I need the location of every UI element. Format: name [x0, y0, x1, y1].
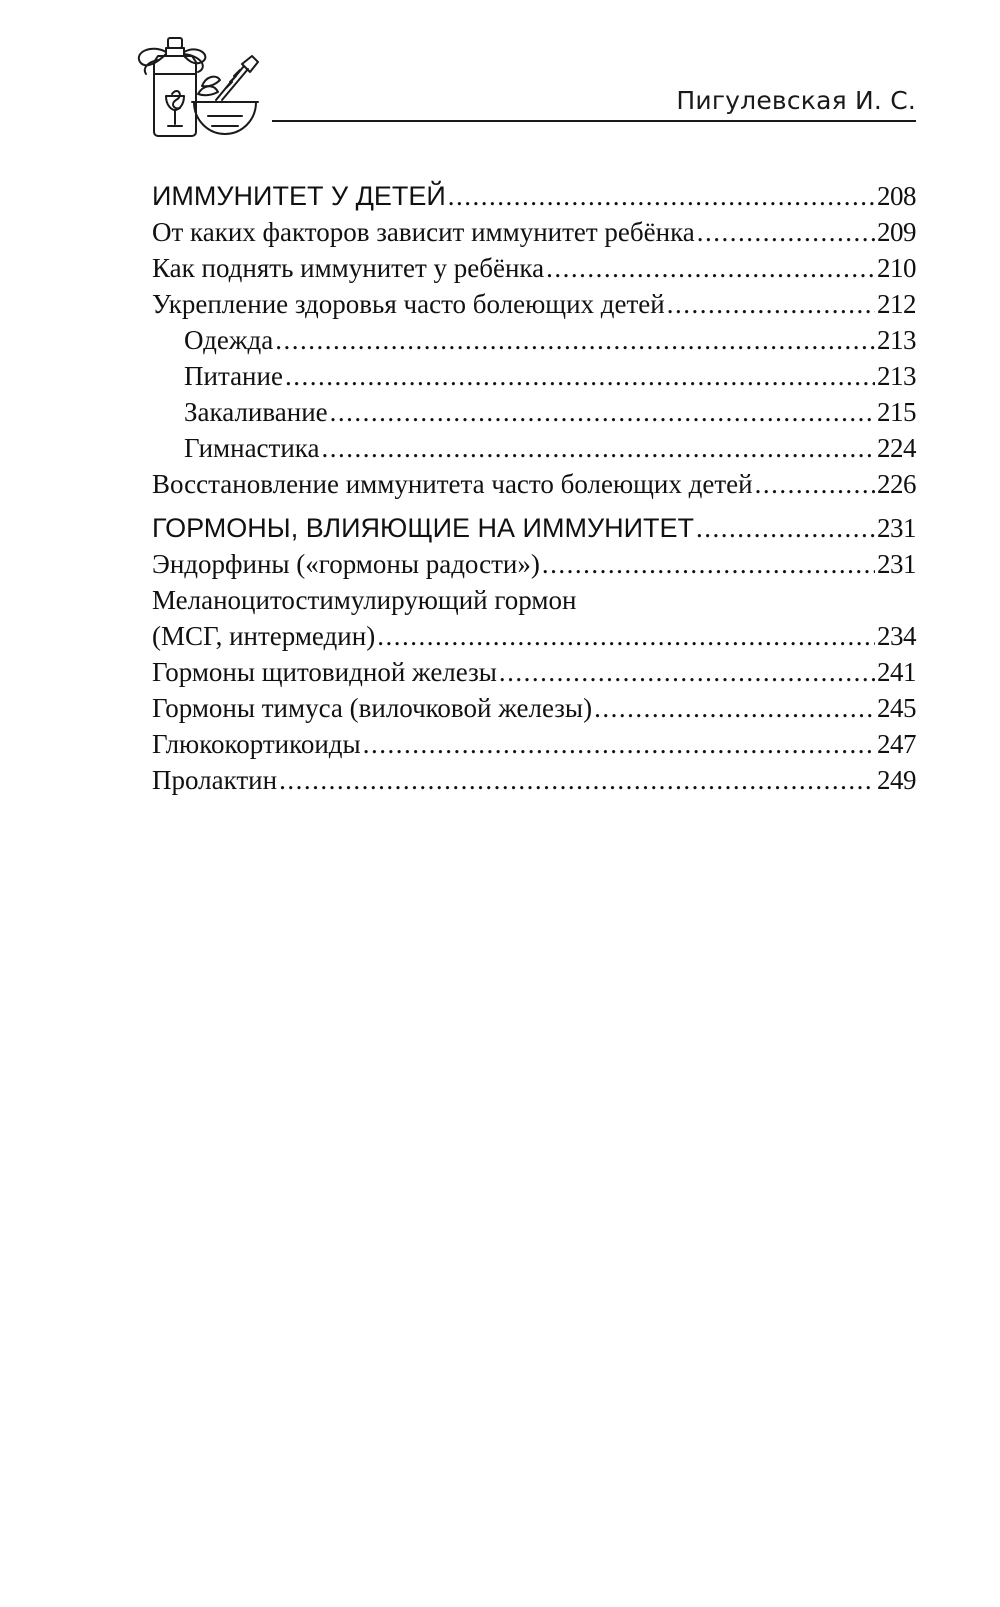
dot-leader — [667, 286, 875, 322]
toc-entry-title: От каких факторов зависит иммунитет ребёнка — [152, 217, 695, 247]
toc-subentry — [152, 430, 916, 466]
dot-leader — [697, 214, 875, 250]
dot-leader — [594, 690, 875, 726]
toc-entry-title: Одежда — [184, 325, 274, 355]
toc-entry-title: Меланоцитостимулирующий гормон — [152, 585, 577, 615]
toc-entry — [152, 286, 916, 322]
dot-leader — [546, 250, 875, 286]
dot-leader — [499, 654, 875, 690]
toc-entry-title: Гормоны тимуса (вилочковой железы) — [152, 693, 593, 723]
toc-entry — [152, 466, 916, 502]
toc-entry-title: Эндорфины («гормоны радости») — [152, 549, 540, 579]
dot-leader — [363, 726, 875, 762]
toc-page-number: 212 — [877, 289, 916, 319]
pharmacy-bottle-and-mortar-icon — [128, 34, 268, 144]
toc-entry-title: Пролактин — [152, 765, 278, 795]
toc-heading — [152, 510, 916, 546]
toc-page-number: 210 — [877, 253, 916, 283]
toc-entry — [152, 726, 916, 762]
toc-entry-title: Гимнастика — [184, 433, 320, 463]
toc-entry-title: (МСГ, интермедин) — [152, 621, 376, 651]
dot-leader — [321, 430, 875, 466]
toc-page-number: 234 — [877, 621, 916, 651]
toc-entry — [152, 546, 916, 582]
dot-leader — [696, 510, 875, 546]
toc-entry-title: Как поднять иммунитет у ребёнка — [152, 253, 545, 283]
page-header — [0, 0, 1000, 140]
toc-page-number: 213 — [877, 361, 916, 391]
dot-leader — [275, 322, 875, 358]
toc-subentry — [152, 322, 916, 358]
toc-page-number: 231 — [877, 549, 916, 579]
toc-page-number: 247 — [877, 729, 916, 759]
toc-subentry — [152, 394, 916, 430]
toc-entry — [152, 582, 916, 618]
dot-leader — [755, 466, 875, 502]
running-head-author: Пигулевская И. С. — [676, 86, 916, 115]
toc-heading — [152, 178, 916, 214]
toc-entry — [152, 618, 916, 654]
dot-leader — [279, 762, 875, 798]
toc-page-number: 208 — [877, 181, 916, 211]
toc-page-number: 213 — [877, 325, 916, 355]
toc-entry — [152, 250, 916, 286]
toc-subentry — [152, 358, 916, 394]
table-of-contents — [152, 178, 916, 798]
toc-entry-title: ГОРМОНЫ, ВЛИЯЮЩИЕ НА ИММУНИТЕТ — [152, 513, 694, 543]
toc-page-number: 231 — [877, 513, 916, 543]
toc-page-number: 245 — [877, 693, 916, 723]
toc-page-number: 241 — [877, 657, 916, 687]
toc-page-number: 226 — [877, 469, 916, 499]
toc-entry-title: Питание — [184, 361, 283, 391]
toc-entry-title: Укрепление здоровья часто болеющих детей — [152, 289, 665, 319]
toc-entry-title: ИММУНИТЕТ У ДЕТЕЙ — [152, 181, 446, 211]
toc-page-number: 249 — [877, 765, 916, 795]
dot-leader — [330, 394, 875, 430]
dot-leader — [448, 178, 875, 214]
toc-entry — [152, 690, 916, 726]
dot-leader — [285, 358, 875, 394]
toc-entry — [152, 654, 916, 690]
toc-entry-title: Глюкокортикоиды — [152, 729, 361, 759]
toc-entry-title: Закаливание — [184, 397, 328, 427]
toc-entry — [152, 214, 916, 250]
toc-page-number: 224 — [877, 433, 916, 463]
header-rule — [272, 120, 916, 122]
dot-leader — [377, 618, 875, 654]
toc-entry-title: Восстановление иммунитета часто болеющих детей — [152, 469, 753, 499]
dot-leader — [542, 546, 875, 582]
toc-page-number: 215 — [877, 397, 916, 427]
toc-entry-title: Гормоны щитовидной железы — [152, 657, 497, 687]
toc-page-number: 209 — [877, 217, 916, 247]
toc-entry — [152, 762, 916, 798]
